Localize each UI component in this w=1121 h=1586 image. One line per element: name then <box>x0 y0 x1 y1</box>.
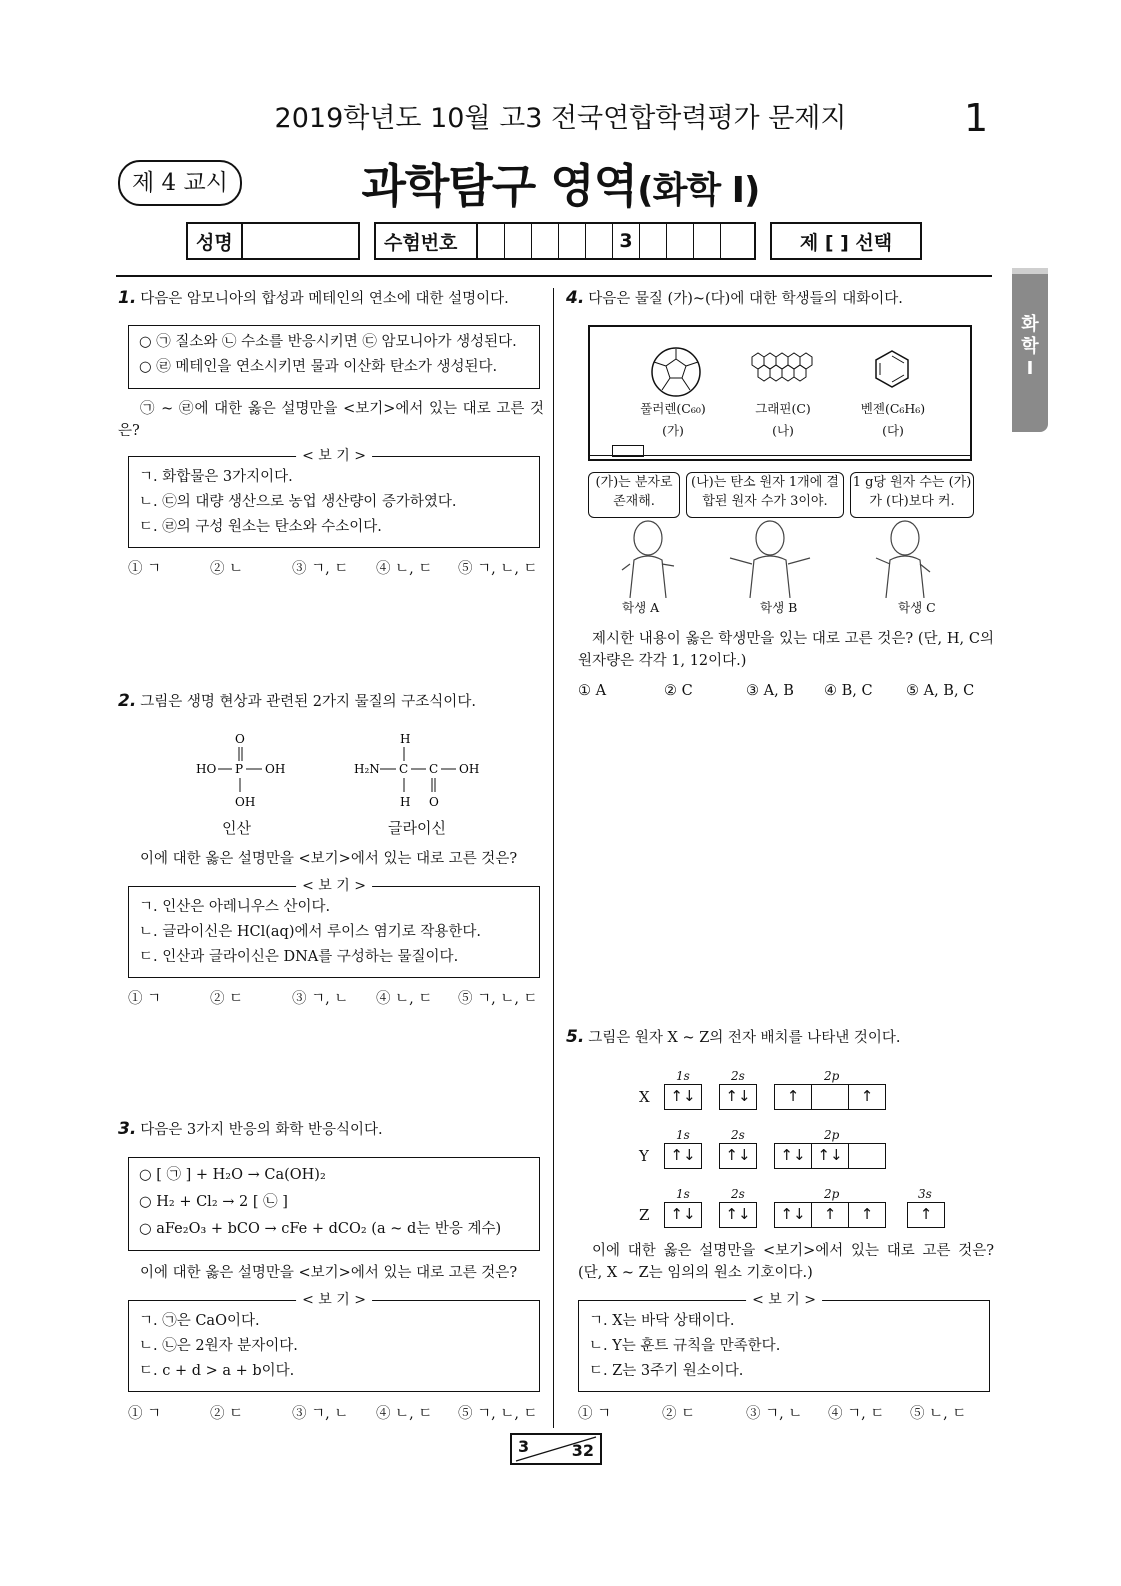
orbital-box: ↑ <box>812 1203 849 1227</box>
question-5-choices <box>578 1402 998 1423</box>
answer-choice[interactable]: ① A <box>578 683 607 699</box>
svg-text:C: C <box>399 762 409 776</box>
question-1-bogi <box>128 448 540 548</box>
question-2-stem <box>118 690 548 713</box>
svg-text:H: H <box>400 795 411 809</box>
orbital-label-2s: 2s <box>731 1069 745 1083</box>
exam-number-cell[interactable] <box>559 224 586 258</box>
answer-choice[interactable]: ② ㄷ <box>210 991 244 1007</box>
answer-choice[interactable]: ④ B, C <box>824 683 873 699</box>
orbital-label-2p: 2p <box>824 1069 840 1083</box>
question-2-text: 그림은 생명 현상과 관련된 2가지 물질의 구조식이다. <box>140 694 476 710</box>
side-tab-label: 화학Ⅰ <box>1021 314 1039 379</box>
question-5-bogi <box>578 1292 990 1392</box>
question-4-number: 4. <box>566 288 585 308</box>
header-rule <box>116 275 992 277</box>
orbital-box: ↑↓ <box>812 1144 849 1168</box>
student-c-label: 학생 C <box>898 600 936 615</box>
structural-formulas <box>190 728 490 828</box>
answer-choice[interactable]: ④ ㄴ, ㄷ <box>376 991 433 1007</box>
selection-field[interactable] <box>770 222 922 260</box>
answer-choice[interactable]: ④ ㄱ, ㄷ <box>828 1406 885 1422</box>
answer-choice[interactable]: ⑤ A, B, C <box>906 683 975 699</box>
blackboard <box>588 325 972 461</box>
answer-choice[interactable]: ① ㄱ <box>128 991 162 1007</box>
equation-line: ○ aFe₂O₃ + bCO → cFe + dCO₂ (a ~ d는 반응 계수) <box>139 1221 502 1237</box>
orbital-label-2p: 2p <box>824 1187 840 1201</box>
orbital-box: ↑↓ <box>725 1205 751 1223</box>
students-illustration <box>600 518 980 598</box>
answer-choice[interactable]: ③ ㄱ, ㄴ <box>746 1406 803 1422</box>
answer-choice[interactable]: ⑤ ㄱ, ㄴ, ㄷ <box>458 991 538 1007</box>
speech-bubble-a: (가)는 분자로 존재해. <box>588 472 680 518</box>
svg-text:C: C <box>429 762 439 776</box>
question-3-stem <box>118 1118 548 1141</box>
phosphoric-acid-label: 인산 <box>222 819 251 837</box>
subject-main: 과학탐구 영역 <box>361 159 638 213</box>
blackboard-ledge <box>590 455 970 460</box>
orbital-label-2p: 2p <box>824 1128 840 1142</box>
bogi-item: ㄴ. Y는 훈트 규칙을 만족한다. <box>589 1338 781 1354</box>
current-page: 3 <box>518 1437 530 1456</box>
atom-z-2s <box>719 1202 757 1228</box>
page-indicator <box>510 1433 602 1465</box>
answer-choice[interactable]: ① ㄱ <box>128 1406 162 1422</box>
question-1-stem <box>118 287 548 310</box>
graphene-tag: (나) <box>772 423 794 438</box>
question-5-number: 5. <box>566 1027 585 1047</box>
exam-number-cell[interactable] <box>532 224 559 258</box>
orbital-box <box>812 1085 849 1109</box>
question-3-choices <box>128 1402 548 1423</box>
answer-choice[interactable]: ① ㄱ <box>578 1406 612 1422</box>
benzene-tag: (다) <box>882 423 904 438</box>
exam-number-cell[interactable] <box>478 224 505 258</box>
atom-x-label: X <box>639 1088 650 1106</box>
question-1-number: 1. <box>118 288 137 308</box>
name-label: 성명 <box>188 224 243 258</box>
question-1-info-line: ○ ㉠ 질소와 ㉡ 수소를 반응시키면 ㉢ 암모니아가 생성된다. <box>139 334 517 350</box>
exam-number-cell[interactable] <box>667 224 694 258</box>
orbital-box: ↑↓ <box>725 1146 751 1164</box>
bogi-title: < 보 기 > <box>746 1291 822 1309</box>
atom-z-1s <box>664 1202 702 1228</box>
question-3-prompt: 이에 대한 옳은 설명만을 <보기>에서 있는 대로 고른 것은? <box>140 1265 518 1281</box>
question-1-info-line: ○ ㉣ 메테인을 연소시키면 물과 이산화 탄소가 생성된다. <box>139 359 498 375</box>
svg-text:O: O <box>429 795 439 809</box>
orbital-box: ↑↓ <box>775 1203 812 1227</box>
bogi-item: ㄴ. 글라이신은 HCl(aq)에서 루이스 염기로 작용한다. <box>139 924 482 940</box>
exam-number-cell[interactable] <box>640 224 667 258</box>
student-b-figure <box>730 521 810 598</box>
answer-choice[interactable]: ④ ㄴ, ㄷ <box>376 1406 433 1422</box>
svg-text:H₂N: H₂N <box>354 762 380 776</box>
bogi-item: ㄱ. 화합물은 3가지이다. <box>139 469 293 485</box>
equation-line: ○ [ ㉠ ] + H₂O → Ca(OH)₂ <box>139 1167 326 1183</box>
bogi-item: ㄴ. ㉢의 대량 생산으로 농업 생산량이 증가하였다. <box>139 494 457 510</box>
orbital-box: ↑ <box>919 1205 933 1223</box>
atom-x-2s <box>719 1084 757 1110</box>
question-1-info-box <box>128 325 540 389</box>
orbital-box: ↑↓ <box>725 1087 751 1105</box>
question-4-choices <box>578 683 998 699</box>
svg-text:P: P <box>235 762 244 776</box>
bogi-title: < 보 기 > <box>296 447 372 465</box>
period-badge: 제 4 교시 <box>118 160 242 206</box>
orbital-box: ↑↓ <box>670 1087 696 1105</box>
student-a-label: 학생 A <box>622 600 660 615</box>
atom-x-1s <box>664 1084 702 1110</box>
exam-number-cell[interactable] <box>694 224 721 258</box>
fullerene-icon <box>646 345 706 399</box>
question-2-bogi <box>128 878 540 978</box>
svg-text:HO: HO <box>196 762 217 776</box>
bogi-title: < 보 기 > <box>296 1291 372 1309</box>
orbital-label-1s: 1s <box>676 1069 690 1083</box>
question-3-number: 3. <box>118 1119 137 1139</box>
answer-choice[interactable]: ③ ㄱ, ㄴ <box>292 1406 349 1422</box>
exam-number-digit: 3 <box>613 224 640 258</box>
bogi-item: ㄷ. Z는 3주기 원소이다. <box>589 1363 744 1379</box>
benzene-label: 벤젠(C₆H₆) <box>860 401 926 416</box>
subject-sub: (화학 Ⅰ) <box>637 170 760 211</box>
subject-title <box>0 150 1121 216</box>
graphene-icon <box>746 349 818 393</box>
graphene-label: 그래핀(C) <box>755 401 811 416</box>
page-number: 1 <box>964 96 989 140</box>
column-divider <box>553 288 554 1428</box>
orbital-box: ↑ <box>860 1205 874 1223</box>
answer-choice[interactable]: ⑤ ㄴ, ㄷ <box>910 1406 967 1422</box>
benzene-icon <box>872 347 912 391</box>
answer-choice[interactable]: ② ㄷ <box>662 1406 696 1422</box>
atom-y-1s <box>664 1143 702 1169</box>
atom-z-2p <box>774 1202 886 1228</box>
bogi-item: ㄷ. 인산과 글라이신은 DNA를 구성하는 물질이다. <box>139 949 459 965</box>
bogi-item: ㄱ. 인산은 아레니우스 산이다. <box>139 899 331 915</box>
question-5-prompt: 이에 대한 옳은 설명만을 <보기>에서 있는 대로 고른 것은? (단, X ~ Z는 임의의 원소 기호이다.) <box>578 1243 994 1281</box>
fullerene-tag: (가) <box>662 423 684 438</box>
question-2-choices <box>128 987 548 1008</box>
question-3-text: 다음은 3가지 반응의 화학 반응식이다. <box>140 1122 383 1138</box>
svg-text:OH: OH <box>459 762 480 776</box>
exam-number-cell[interactable] <box>721 224 747 258</box>
answer-choice[interactable]: ⑤ ㄱ, ㄴ, ㄷ <box>458 1406 538 1422</box>
svg-text:O: O <box>235 732 245 746</box>
orbital-label-2s: 2s <box>731 1128 745 1142</box>
orbital-box: ↑ <box>860 1087 874 1105</box>
orbital-label-1s: 1s <box>676 1187 690 1201</box>
question-3-equations-box <box>128 1157 540 1251</box>
atom-y-2p <box>774 1143 886 1169</box>
question-1-prompt: ㉠ ~ ㉣에 대한 옳은 설명만을 <보기>에서 있는 대로 고른 것은? <box>118 401 544 439</box>
question-1-choices <box>128 557 548 578</box>
bogi-title: < 보 기 > <box>296 877 372 895</box>
glycine-label: 글라이신 <box>388 819 446 837</box>
question-4-text: 다음은 물질 (가)~(다)에 대한 학생들의 대화이다. <box>588 291 903 307</box>
answer-choice[interactable]: ⑤ ㄱ, ㄴ, ㄷ <box>458 561 538 577</box>
answer-choice[interactable]: ④ ㄴ, ㄷ <box>376 561 433 577</box>
atom-z-label: Z <box>639 1206 650 1224</box>
question-5-stem <box>566 1026 996 1049</box>
svg-text:OH: OH <box>235 795 256 809</box>
answer-choice[interactable]: ② ㄴ <box>210 561 244 577</box>
equation-line: ○ H₂ + Cl₂ → 2 [ ㉡ ] <box>139 1194 288 1210</box>
exam-title: 2019학년도 10월 고3 전국연합학력평가 문제지 <box>274 103 847 134</box>
question-5-text: 그림은 원자 X ~ Z의 전자 배치를 나타낸 것이다. <box>588 1030 901 1046</box>
answer-choice[interactable]: ② C <box>664 683 693 699</box>
bogi-item: ㄴ. ㉡은 2원자 분자이다. <box>139 1338 298 1354</box>
question-4-stem <box>566 287 996 310</box>
atom-x-2p <box>774 1084 886 1110</box>
orbital-label-3s: 3s <box>918 1187 932 1201</box>
student-a-figure <box>622 521 674 598</box>
question-4-prompt: 제시한 내용이 옳은 학생만을 있는 대로 고른 것은? (단, H, C의 원자량은 각각 1, 12이다.) <box>578 631 994 669</box>
orbital-box: ↑↓ <box>670 1146 696 1164</box>
name-field[interactable] <box>186 222 360 260</box>
question-1-text: 다음은 암모니아의 합성과 메테인의 연소에 대한 설명이다. <box>140 291 509 307</box>
answer-choice[interactable]: ③ A, B <box>746 683 794 699</box>
exam-number-cell[interactable] <box>505 224 532 258</box>
orbital-box: ↑↓ <box>775 1144 812 1168</box>
exam-number-label: 수험번호 <box>376 224 478 258</box>
question-3-bogi <box>128 1292 540 1392</box>
exam-number-cell[interactable] <box>586 224 613 258</box>
question-2-prompt: 이에 대한 옳은 설명만을 <보기>에서 있는 대로 고른 것은? <box>140 851 518 867</box>
total-pages: 32 <box>571 1441 594 1460</box>
answer-choice[interactable]: ① ㄱ <box>128 561 162 577</box>
answer-choice[interactable]: ③ ㄱ, ㄷ <box>292 561 349 577</box>
atom-y-label: Y <box>639 1147 649 1165</box>
orbital-box: ↑ <box>775 1085 812 1109</box>
student-b-label: 학생 B <box>760 600 798 615</box>
orbital-box: ↑↓ <box>670 1205 696 1223</box>
orbital-label-1s: 1s <box>676 1128 690 1142</box>
bogi-item: ㄷ. c + d > a + b이다. <box>139 1363 295 1379</box>
speech-bubble-c: 1 g당 원자 수는 (가)가 (다)보다 커. <box>850 472 974 518</box>
bogi-item: ㄱ. X는 바닥 상태이다. <box>589 1313 735 1329</box>
orbital-box <box>849 1144 885 1168</box>
svg-text:OH: OH <box>265 762 286 776</box>
svg-text:H: H <box>400 732 411 746</box>
answer-choice[interactable]: ② ㄷ <box>210 1406 244 1422</box>
bogi-item: ㄱ. ㉠은 CaO이다. <box>139 1313 260 1329</box>
orbital-label-2s: 2s <box>731 1187 745 1201</box>
speech-bubble-b: (나)는 탄소 원자 1개에 결합된 원자 수가 3이야. <box>686 472 844 518</box>
answer-choice[interactable]: ③ ㄱ, ㄴ <box>292 991 349 1007</box>
exam-number-field[interactable] <box>374 222 756 260</box>
fullerene-label: 풀러렌(C₆₀) <box>640 401 706 416</box>
question-2-number: 2. <box>118 691 137 711</box>
atom-y-2s <box>719 1143 757 1169</box>
subject-side-tab <box>1012 268 1048 432</box>
student-c-figure <box>876 521 930 598</box>
selection-label: 제 [ ] 선택 <box>799 231 893 254</box>
bogi-item: ㄷ. ㉣의 구성 원소는 탄소와 수소이다. <box>139 519 382 535</box>
phosphoric-acid-structure <box>196 732 285 809</box>
glycine-structure <box>354 732 479 809</box>
atom-z-3s <box>907 1202 945 1228</box>
